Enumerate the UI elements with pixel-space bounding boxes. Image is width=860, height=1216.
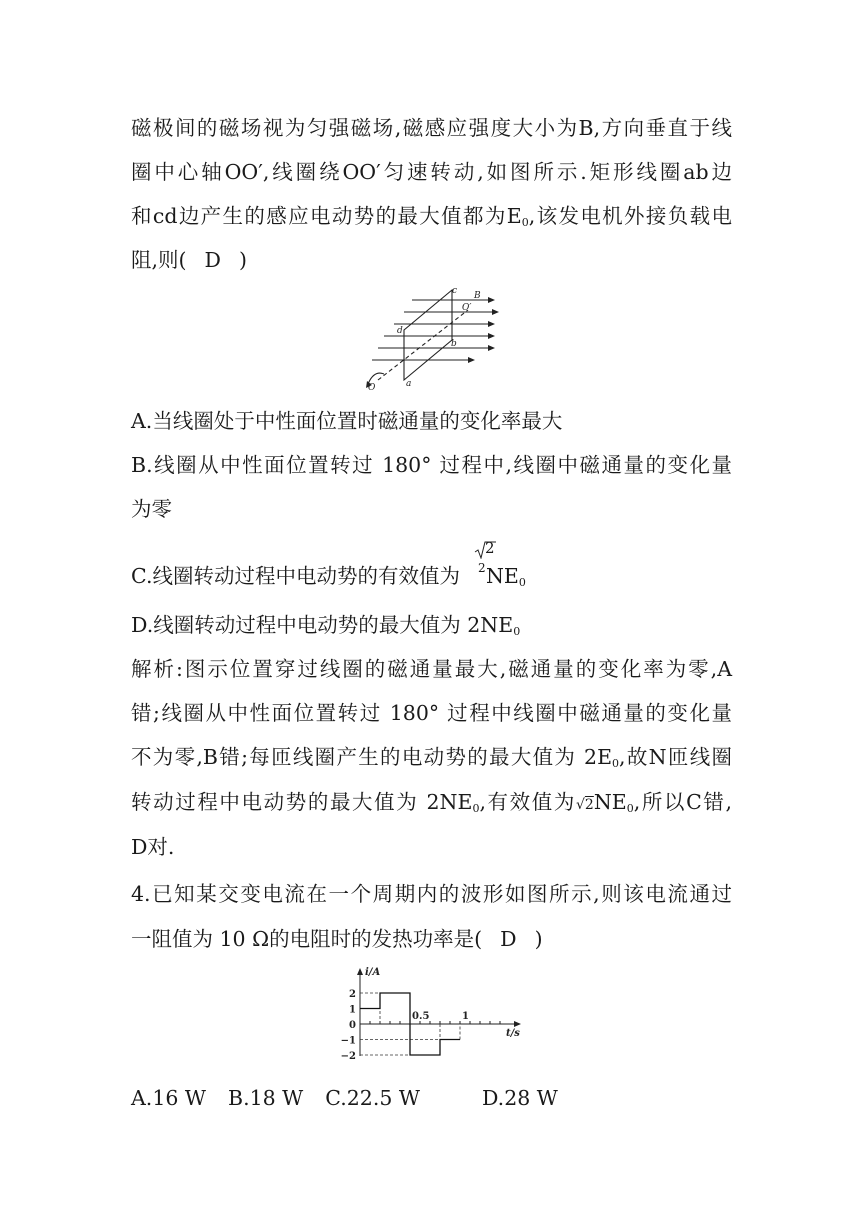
text-segment: NE [485,564,519,588]
paragraph-line: 圈中心轴OO′,线圈绕OO′匀速转动,如图所示.矩形线圈ab边 [131,160,732,184]
fraction-denominator: 2 [478,561,486,575]
text-segment: ) [238,248,247,272]
subscript: 0 [521,216,529,229]
text-segment: 和cd边产生的感应电动势的最大值都为E [131,204,522,228]
text-segment: C.线圈转动过程中电动势的有效值为 [131,564,460,588]
y-tick-label: −1 [340,1035,356,1047]
y-axis-arrow [357,968,363,975]
text-segment: ,有效值为 [479,790,576,814]
analysis-line: D对. [131,835,175,859]
text-segment: D.线圈转动过程中电动势的最大值为 2NE [131,613,514,637]
option-d [131,612,732,645]
analysis-line [131,744,732,777]
label-O-prime: O′ [462,303,472,313]
answer-choice: D [204,248,221,272]
current-waveform-chart [332,966,522,1060]
x-axis-label: t/s [506,1028,520,1039]
label-c: c [452,286,458,296]
text-segment: ,故N匝线圈 [619,745,732,769]
paragraph-line [131,203,732,236]
label-O: O [368,383,376,393]
y-tick-label: 0 [349,1020,356,1031]
text-segment: ) [534,927,543,951]
label-a: a [406,379,412,389]
coil-frame [404,290,452,380]
label-d: d [397,326,403,336]
label-b: b [451,339,457,349]
subscript: 0 [626,802,634,815]
sqrt-symbol: √2 [575,797,594,813]
subscript: 0 [612,757,620,770]
subscript: 0 [513,625,521,638]
label-B: B [474,291,481,301]
paragraph-line: 磁极间的磁场视为匀强磁场,磁感应强度大小为B,方向垂直于线 [131,116,732,140]
option-a: A.当线圈处于中性面位置时磁通量的变化率最大 [131,409,563,433]
coil-in-field-figure [364,284,504,394]
analysis-line: 错;线圈从中性面位置转过 180° 过程中线圈中磁通量的变化量 [131,701,732,725]
subscript: 0 [518,576,526,589]
analysis-line: 解析:图示位置穿过线圈的磁通量最大,磁通量的变化率为零,A [131,657,732,681]
text-segment: 转动过程中电动势的最大值为 2NE [131,790,473,814]
x-axis-arrow [514,1021,521,1027]
text-segment: ,所以C错, [633,790,732,814]
fraction-numerator: 2 [485,539,495,557]
subscript: 0 [472,802,480,815]
text-segment: 一阻值为 10 Ω的电阻时的发热功率是( [131,927,483,951]
question-4-line: 4.已知某交变电流在一个周期内的波形如图所示,则该电流通过 [131,882,732,906]
text-segment: NE [593,790,627,814]
option-c: C.22.5 W [325,1086,420,1110]
option-b: B.线圈从中性面位置转过 180° 过程中,线圈中磁通量的变化量 [131,453,732,477]
y-tick-label: −2 [340,1051,356,1060]
paragraph-line [131,247,732,273]
option-c [131,563,732,596]
option-b: B.18 W [228,1086,304,1110]
y-axis-label: i/A [365,967,381,978]
x-tick-label: 0.5 [412,1011,430,1022]
text-segment: 阻,则( [131,248,187,272]
text-segment: ,该发电机外接负载电 [528,204,732,228]
y-tick-label: 1 [349,1004,356,1016]
analysis-line [131,789,732,822]
x-tick-label: 1 [462,1011,469,1022]
option-b-continued: 为零 [131,497,172,521]
q4-options-line [131,1085,732,1111]
y-tick-label: 2 [349,989,356,1000]
answer-choice: D [500,927,517,951]
option-a: A.16 W [131,1086,206,1110]
question-4-line [131,926,732,952]
sqrt-argument: 2 [584,797,594,813]
option-d: D.28 W [481,1086,558,1110]
sqrt2-over-2-fraction [474,539,498,579]
text-segment: 不为零,B错;每匝线圈产生的电动势的最大值为 2E [131,745,613,769]
